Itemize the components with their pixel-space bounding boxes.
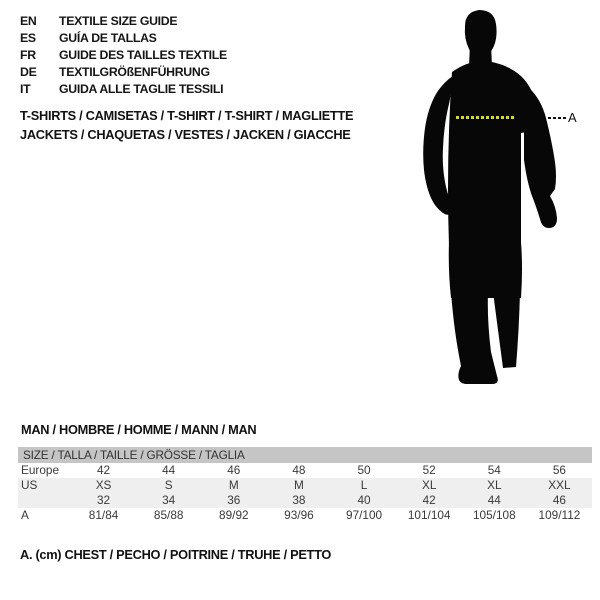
table-cell: 38 bbox=[292, 493, 306, 507]
table-row-europe bbox=[18, 463, 592, 478]
table-cell: 109/112 bbox=[538, 508, 581, 522]
language-code: EN bbox=[20, 14, 37, 28]
table-cell: 54 bbox=[487, 463, 501, 477]
table-cell: 44 bbox=[162, 463, 176, 477]
language-label: GUIDA ALLE TAGLIE TESSILI bbox=[59, 82, 224, 96]
table-cell: 46 bbox=[552, 493, 566, 507]
table-cell: 44 bbox=[487, 493, 501, 507]
table-cell: XL bbox=[487, 478, 502, 492]
row-label: Europe bbox=[21, 463, 60, 477]
table-cell: 36 bbox=[227, 493, 241, 507]
table-cell: 97/100 bbox=[346, 508, 383, 522]
section-title: MAN / HOMBRE / HOMME / MANN / MAN bbox=[21, 422, 257, 437]
table-cell: 85/88 bbox=[153, 508, 184, 522]
table-cell: 93/96 bbox=[284, 508, 314, 522]
table-cell: 32 bbox=[97, 493, 111, 507]
table-cell: 105/108 bbox=[472, 508, 516, 522]
table-cell: 89/92 bbox=[219, 508, 249, 522]
table-cell: 42 bbox=[97, 463, 111, 477]
chest-measure-dash-on-body bbox=[456, 116, 515, 119]
chest-measure-dash-leader bbox=[548, 117, 566, 119]
table-row-us bbox=[18, 478, 592, 493]
category-tshirts: T-SHIRTS / CAMISETAS / T-SHIRT / T-SHIRT / MAGLIETTE bbox=[20, 108, 354, 123]
language-code: FR bbox=[20, 48, 36, 62]
size-table-header: SIZE / TALLA / TAILLE / GRÖSSE / TAGLIA bbox=[18, 447, 592, 463]
table-cell: 52 bbox=[422, 463, 436, 477]
table-cell: 34 bbox=[162, 493, 176, 507]
table-cell: S bbox=[164, 478, 173, 492]
table-cell: XXL bbox=[548, 478, 571, 492]
row-label bbox=[18, 493, 71, 508]
language-code: ES bbox=[20, 31, 36, 45]
table-cell: 50 bbox=[357, 463, 371, 477]
table-cell: L bbox=[360, 478, 368, 492]
table-cell: XL bbox=[421, 478, 437, 492]
table-cell: 42 bbox=[422, 493, 436, 507]
language-label: GUIDE DES TAILLES TEXTILE bbox=[59, 48, 227, 62]
language-code: DE bbox=[20, 65, 37, 79]
table-cell: M bbox=[294, 478, 304, 492]
language-code: IT bbox=[20, 82, 31, 96]
language-label: GUÍA DE TALLAS bbox=[59, 31, 157, 45]
row-label: US bbox=[21, 478, 38, 492]
table-cell: 101/104 bbox=[407, 508, 451, 522]
size-table bbox=[18, 447, 592, 523]
table-cell: XS bbox=[95, 478, 112, 492]
table-cell: 56 bbox=[552, 463, 566, 477]
table-cell: 81/84 bbox=[88, 508, 119, 522]
table-cell: 40 bbox=[357, 493, 371, 507]
footnote-chest: A. (cm) CHEST / PECHO / POITRINE / TRUHE / PETTO bbox=[20, 547, 332, 562]
row-label: A bbox=[21, 508, 29, 522]
measure-label-a: A bbox=[568, 110, 577, 125]
category-jackets: JACKETS / CHAQUETAS / VESTES / JACKEN / GIACCHE bbox=[20, 127, 351, 142]
table-row-chest-a bbox=[18, 508, 592, 523]
language-label: TEXTILGRÖßENFÜHRUNG bbox=[59, 65, 210, 79]
table-row-numeric bbox=[18, 493, 592, 508]
table-cell: 48 bbox=[292, 463, 306, 477]
table-cell: M bbox=[228, 478, 239, 492]
table-cell: 46 bbox=[227, 463, 241, 477]
language-label: TEXTILE SIZE GUIDE bbox=[59, 14, 178, 28]
